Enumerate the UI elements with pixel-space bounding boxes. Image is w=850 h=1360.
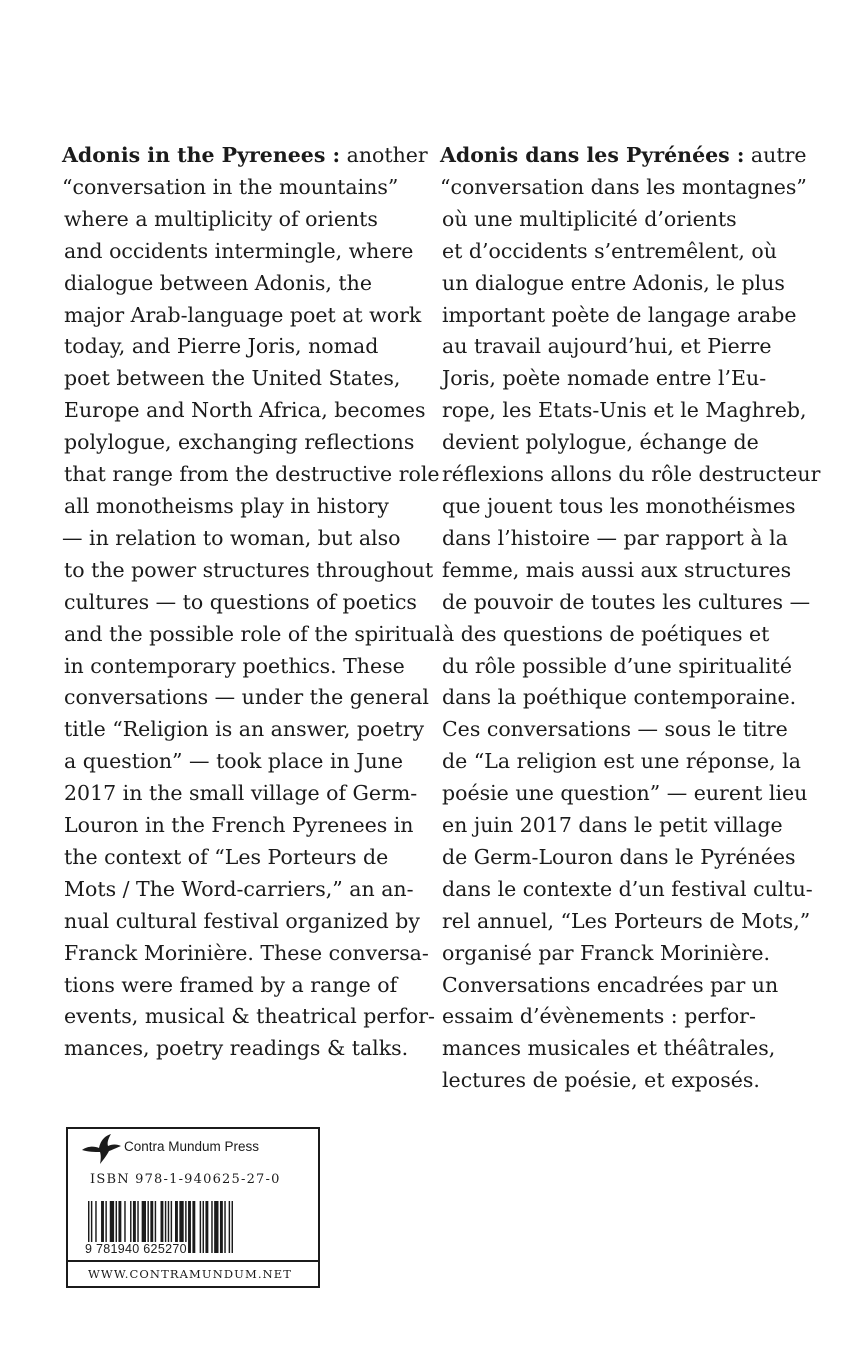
french-line: Conversations encadrées par un — [442, 972, 779, 997]
publisher-row — [68, 1129, 318, 1169]
english-line: where a multiplicity of orients — [64, 206, 378, 231]
english-line: conversations — under the general — [64, 685, 429, 710]
french-line: de pouvoir de toutes les cultures — — [442, 589, 811, 614]
french-line-1: Adonis dans les Pyrénées : autre — [440, 143, 807, 167]
french-line: dans la poéthique contemporaine. — [442, 685, 797, 710]
barcode-bar — [192, 1201, 195, 1253]
french-line: lectures de poésie, et exposés. — [442, 1068, 760, 1093]
french-line: important poète de langage arabe — [442, 302, 797, 327]
french-line: réflexions allons du rôle destructeur — [442, 462, 821, 487]
barcode-bar — [224, 1201, 225, 1253]
website-url: WWW.CONTRAMUNDUM.NET — [88, 1267, 293, 1281]
barcode-bar — [211, 1201, 212, 1253]
english-line: nual cultural festival organized by — [64, 908, 420, 933]
french-line: à des questions de poétiques et — [442, 621, 770, 646]
english-line: mances, poetry readings & talks. — [64, 1036, 409, 1061]
divider — [68, 1260, 318, 1262]
barcode-bar — [203, 1201, 204, 1253]
french-line: de Germ-Louron dans le Pyrénées — [442, 844, 796, 869]
english-line: today, and Pierre Joris, nomad — [64, 334, 379, 359]
french-line: rel annuel, “Les Porteurs de Mots,” — [442, 908, 811, 933]
barcode-bar — [229, 1201, 230, 1253]
isbn-number: ISBN 978-1-940625-27-0 — [90, 1172, 281, 1187]
english-line: to the power structures throughout — [64, 557, 434, 582]
english-line: in contemporary poethics. These — [64, 653, 405, 678]
english-line: cultures — to questions of poetics — [64, 589, 417, 614]
french-line: de “La religion est une réponse, la — [442, 749, 801, 774]
french-line: organisé par Franck Morinière. — [442, 940, 770, 965]
english-line: Europe and North Africa, becomes — [64, 398, 426, 423]
english-line: polylogue, exchanging reflections — [64, 430, 415, 455]
english-line: major Arab-language poet at work — [64, 302, 422, 327]
french-line: Joris, poète nomade entre l’Eu- — [442, 366, 767, 391]
barcode-bar — [214, 1201, 218, 1253]
english-line: that range from the destructive role — [64, 462, 440, 487]
french-line: et d’occidents s’entremêlent, où — [442, 238, 777, 263]
english-line: and the possible role of the spiritual — [64, 621, 442, 646]
english-line-1: Adonis in the Pyrenees : another — [62, 143, 428, 167]
english-line: the context of “Les Porteurs de — [64, 844, 389, 869]
bird-logo-icon — [80, 1133, 122, 1165]
publisher-name: Contra Mundum Press — [124, 1139, 260, 1154]
english-line: title “Religion is an answer, poetry — [64, 717, 425, 742]
french-line: Ces conversations — sous le titre — [442, 717, 788, 742]
french-line: essaim d’évènements : perfor- — [442, 1004, 756, 1029]
english-line: “conversation in the mountains” — [62, 174, 399, 199]
english-line: 2017 in the small village of Germ- — [64, 781, 418, 806]
english-heading: Adonis in the Pyrenees : — [62, 143, 341, 167]
barcode-bar — [200, 1201, 201, 1253]
french-line: rope, les Etats-Unis et le Maghreb, — [442, 398, 807, 423]
english-column — [62, 140, 442, 1065]
barcode-bar — [220, 1201, 223, 1253]
french-line: que jouent tous les monothéismes — [442, 493, 796, 518]
french-heading: Adonis dans les Pyrénées : — [440, 143, 745, 167]
french-line: en juin 2017 dans le petit village — [442, 813, 783, 838]
barcode-digits: 9 781940 625270 — [85, 1242, 187, 1256]
barcode-bar — [188, 1201, 191, 1253]
french-line: poésie une question” — eurent lieu — [442, 781, 808, 806]
french-line: dans l’histoire — par rapport à la — [442, 525, 788, 550]
french-line: femme, mais aussi aux structures — [442, 557, 792, 582]
english-line: Franck Morinière. These conversa- — [64, 940, 429, 965]
english-line: Mots / The Word-carriers,” an an- — [64, 876, 414, 901]
french-line: dans le contexte d’un festival cultu- — [442, 876, 813, 901]
english-line: Louron in the French Pyrenees in — [64, 813, 414, 838]
french-line: au travail aujourd’hui, et Pierre — [442, 334, 772, 359]
english-line: all monotheisms play in history — [64, 493, 389, 518]
french-line: un dialogue entre Adonis, le plus — [442, 270, 785, 295]
barcode-bar — [232, 1201, 233, 1253]
english-line: tions were framed by a range of — [64, 972, 398, 997]
french-line: mances musicales et théâtrales, — [442, 1036, 776, 1061]
french-line: où une multiplicité d’orients — [442, 206, 737, 231]
english-line: poet between the United States, — [64, 366, 401, 391]
english-line: a question” — took place in June — [64, 749, 403, 774]
french-line: du rôle possible d’une spiritualité — [442, 653, 792, 678]
english-line: — in relation to woman, but also — [62, 525, 401, 550]
english-line: dialogue between Adonis, the — [64, 270, 372, 295]
english-line: and occidents intermingle, where — [64, 238, 414, 263]
english-line: events, musical & theatrical perfor- — [64, 1004, 435, 1029]
french-line: devient polylogue, échange de — [442, 430, 759, 455]
barcode-bar — [205, 1201, 208, 1253]
french-line: “conversation dans les montagnes” — [440, 174, 807, 199]
french-column — [440, 140, 821, 1097]
isbn-barcode-box — [66, 1127, 320, 1288]
